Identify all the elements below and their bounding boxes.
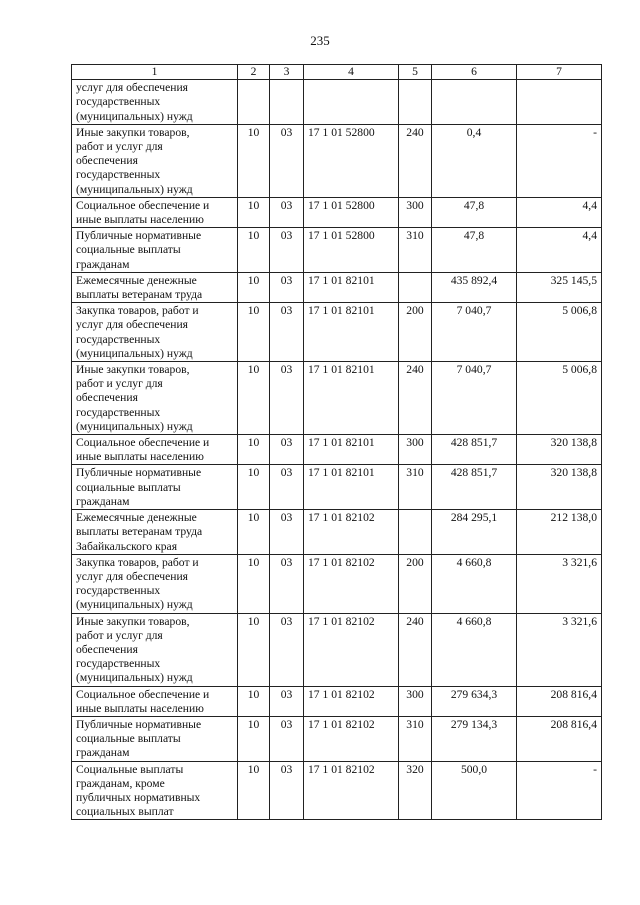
item-name-line: государственных xyxy=(76,95,161,109)
amount-cell: 428 851,7 xyxy=(432,465,517,510)
expense-type-cell: 200 xyxy=(399,303,432,362)
expense-type-cell: 200 xyxy=(399,554,432,613)
section-code-cell: 10 xyxy=(238,435,270,465)
item-name-line: иные выплаты населению xyxy=(76,701,204,715)
section-code-cell: 10 xyxy=(238,686,270,716)
item-name-line: социальные выплаты xyxy=(76,243,181,257)
column-header: 4 xyxy=(304,65,399,80)
item-name-line: социальные выплаты xyxy=(76,480,181,494)
section-code-cell: 10 xyxy=(238,362,270,435)
item-name-line: гражданам xyxy=(76,494,130,508)
amount-cell: 320 138,8 xyxy=(517,465,602,510)
column-header: 3 xyxy=(270,65,304,80)
item-name-cell xyxy=(72,554,238,613)
item-name-line: услуг для обеспечения xyxy=(76,81,188,95)
amount-cell: - xyxy=(517,761,602,820)
table-row xyxy=(72,554,602,613)
subsection-code-cell: 03 xyxy=(270,510,304,555)
amount-cell xyxy=(517,80,602,125)
amount-cell xyxy=(432,80,517,125)
amount-cell: 208 816,4 xyxy=(517,686,602,716)
item-name-line: работ и услуг для xyxy=(76,377,163,391)
expense-type-cell xyxy=(399,80,432,125)
item-name-cell xyxy=(72,465,238,510)
target-article-cell: 17 1 01 82101 xyxy=(304,362,399,435)
subsection-code-cell: 03 xyxy=(270,554,304,613)
amount-cell: 279 134,3 xyxy=(432,716,517,761)
item-name-line: Публичные нормативные xyxy=(76,717,202,731)
column-header: 6 xyxy=(432,65,517,80)
subsection-code-cell: 03 xyxy=(270,197,304,227)
item-name-line: Закупка товаров, работ и xyxy=(76,304,199,318)
table-row xyxy=(72,362,602,435)
item-name-cell xyxy=(72,197,238,227)
item-name-line: Ежемесячные денежные xyxy=(76,511,197,525)
subsection-code-cell: 03 xyxy=(270,613,304,686)
item-name-line: государственных xyxy=(76,657,161,671)
target-article-cell: 17 1 01 82101 xyxy=(304,303,399,362)
item-name-cell xyxy=(72,686,238,716)
amount-cell: 3 321,6 xyxy=(517,613,602,686)
column-header: 1 xyxy=(72,65,238,80)
amount-cell: 500,0 xyxy=(432,761,517,820)
expense-type-cell: 240 xyxy=(399,124,432,197)
item-name-line: гражданам xyxy=(76,257,130,271)
target-article-cell: 17 1 01 82101 xyxy=(304,435,399,465)
table-row xyxy=(72,228,602,273)
subsection-code-cell xyxy=(270,80,304,125)
amount-cell: 7 040,7 xyxy=(432,362,517,435)
subsection-code-cell: 03 xyxy=(270,465,304,510)
amount-cell: 4 660,8 xyxy=(432,554,517,613)
section-code-cell: 10 xyxy=(238,716,270,761)
amount-cell: 0,4 xyxy=(432,124,517,197)
expense-type-cell: 300 xyxy=(399,686,432,716)
section-code-cell: 10 xyxy=(238,272,270,302)
item-name-line: Социальное обеспечение и xyxy=(76,436,210,450)
item-name-line: государственных xyxy=(76,584,161,598)
item-name-line: услуг для обеспечения xyxy=(76,318,188,332)
section-code-cell: 10 xyxy=(238,510,270,555)
table-row xyxy=(72,124,602,197)
amount-cell: 47,8 xyxy=(432,197,517,227)
section-code-cell: 10 xyxy=(238,197,270,227)
section-code-cell: 10 xyxy=(238,228,270,273)
item-name-line: (муниципальных) нужд xyxy=(76,109,193,123)
item-name-line: государственных xyxy=(76,332,161,346)
item-name-line: Закупка товаров, работ и xyxy=(76,555,199,569)
item-name-cell xyxy=(72,435,238,465)
amount-cell: 320 138,8 xyxy=(517,435,602,465)
amount-cell: 4,4 xyxy=(517,197,602,227)
item-name-line: обеспечения xyxy=(76,642,138,656)
item-name-cell xyxy=(72,613,238,686)
amount-cell: 5 006,8 xyxy=(517,362,602,435)
expense-type-cell: 310 xyxy=(399,465,432,510)
amount-cell: 212 138,0 xyxy=(517,510,602,555)
budget-table xyxy=(71,64,602,820)
item-name-line: Иные закупки товаров, xyxy=(76,125,190,139)
item-name-line: Публичные нормативные xyxy=(76,466,202,480)
subsection-code-cell: 03 xyxy=(270,272,304,302)
item-name-line: (муниципальных) нужд xyxy=(76,346,193,360)
expense-type-cell: 310 xyxy=(399,716,432,761)
item-name-line: (муниципальных) нужд xyxy=(76,598,193,612)
expense-type-cell xyxy=(399,272,432,302)
target-article-cell: 17 1 01 82102 xyxy=(304,761,399,820)
item-name-line: социальные выплаты xyxy=(76,732,181,746)
target-article-cell: 17 1 01 82101 xyxy=(304,272,399,302)
section-code-cell xyxy=(238,80,270,125)
table-row xyxy=(72,465,602,510)
target-article-cell: 17 1 01 82102 xyxy=(304,554,399,613)
target-article-cell: 17 1 01 82102 xyxy=(304,716,399,761)
item-name-line: Социальное обеспечение и xyxy=(76,198,210,212)
target-article-cell: 17 1 01 82102 xyxy=(304,613,399,686)
subsection-code-cell: 03 xyxy=(270,228,304,273)
target-article-cell: 17 1 01 82102 xyxy=(304,686,399,716)
item-name-line: иные выплаты населению xyxy=(76,450,204,464)
item-name-cell xyxy=(72,80,238,125)
item-name-cell xyxy=(72,228,238,273)
item-name-cell xyxy=(72,272,238,302)
item-name-line: иные выплаты населению xyxy=(76,213,204,227)
subsection-code-cell: 03 xyxy=(270,716,304,761)
page-number: 235 xyxy=(310,33,330,48)
amount-cell: 284 295,1 xyxy=(432,510,517,555)
column-header: 5 xyxy=(399,65,432,80)
section-code-cell: 10 xyxy=(238,554,270,613)
item-name-line: (муниципальных) нужд xyxy=(76,182,193,196)
expense-type-cell: 300 xyxy=(399,197,432,227)
item-name-line: обеспечения xyxy=(76,391,138,405)
amount-cell: 3 321,6 xyxy=(517,554,602,613)
target-article-cell: 17 1 01 52800 xyxy=(304,197,399,227)
section-code-cell: 10 xyxy=(238,124,270,197)
table-body xyxy=(72,80,602,820)
subsection-code-cell: 03 xyxy=(270,435,304,465)
subsection-code-cell: 03 xyxy=(270,303,304,362)
amount-cell: - xyxy=(517,124,602,197)
subsection-code-cell: 03 xyxy=(270,686,304,716)
column-header: 7 xyxy=(517,65,602,80)
expense-type-cell: 310 xyxy=(399,228,432,273)
item-name-cell xyxy=(72,124,238,197)
table-row xyxy=(72,197,602,227)
section-code-cell: 10 xyxy=(238,303,270,362)
amount-cell: 325 145,5 xyxy=(517,272,602,302)
target-article-cell: 17 1 01 52800 xyxy=(304,228,399,273)
item-name-line: работ и услуг для xyxy=(76,140,163,154)
item-name-line: Публичные нормативные xyxy=(76,229,202,243)
table-row xyxy=(72,761,602,820)
table-row xyxy=(72,613,602,686)
amount-cell: 279 634,3 xyxy=(432,686,517,716)
item-name-line: гражданам xyxy=(76,746,130,760)
table-row xyxy=(72,80,602,125)
item-name-line: публичных нормативных xyxy=(76,790,201,804)
item-name-line: государственных xyxy=(76,168,161,182)
item-name-line: Социальные выплаты xyxy=(76,762,184,776)
column-header: 2 xyxy=(238,65,270,80)
expense-type-cell: 240 xyxy=(399,613,432,686)
amount-cell: 47,8 xyxy=(432,228,517,273)
amount-cell: 5 006,8 xyxy=(517,303,602,362)
expense-type-cell: 300 xyxy=(399,435,432,465)
item-name-cell xyxy=(72,716,238,761)
amount-cell: 4 660,8 xyxy=(432,613,517,686)
item-name-line: работ и услуг для xyxy=(76,628,163,642)
table-row xyxy=(72,435,602,465)
item-name-line: выплаты ветеранам труда xyxy=(76,288,203,302)
item-name-cell xyxy=(72,362,238,435)
target-article-cell: 17 1 01 82101 xyxy=(304,465,399,510)
subsection-code-cell: 03 xyxy=(270,761,304,820)
table-row xyxy=(72,510,602,555)
item-name-cell xyxy=(72,510,238,555)
item-name-line: гражданам, кроме xyxy=(76,776,165,790)
section-code-cell: 10 xyxy=(238,613,270,686)
item-name-line: выплаты ветеранам труда xyxy=(76,525,203,539)
item-name-line: (муниципальных) нужд xyxy=(76,671,193,685)
expense-type-cell: 320 xyxy=(399,761,432,820)
item-name-line: Иные закупки товаров, xyxy=(76,614,190,628)
item-name-line: обеспечения xyxy=(76,154,138,168)
table-row xyxy=(72,716,602,761)
item-name-cell xyxy=(72,303,238,362)
item-name-cell xyxy=(72,761,238,820)
item-name-line: услуг для обеспечения xyxy=(76,569,188,583)
expense-type-cell xyxy=(399,510,432,555)
item-name-line: Социальное обеспечение и xyxy=(76,687,210,701)
item-name-line: Забайкальского края xyxy=(76,539,178,553)
expense-type-cell: 240 xyxy=(399,362,432,435)
amount-cell: 4,4 xyxy=(517,228,602,273)
target-article-cell: 17 1 01 52800 xyxy=(304,124,399,197)
item-name-line: Ежемесячные денежные xyxy=(76,273,197,287)
table-row xyxy=(72,686,602,716)
item-name-line: (муниципальных) нужд xyxy=(76,419,193,433)
item-name-line: социальных выплат xyxy=(76,805,174,819)
item-name-line: государственных xyxy=(76,405,161,419)
table-row xyxy=(72,272,602,302)
amount-cell: 435 892,4 xyxy=(432,272,517,302)
amount-cell: 208 816,4 xyxy=(517,716,602,761)
subsection-code-cell: 03 xyxy=(270,124,304,197)
target-article-cell: 17 1 01 82102 xyxy=(304,510,399,555)
item-name-line: Иные закупки товаров, xyxy=(76,363,190,377)
table-header-row xyxy=(72,65,602,80)
section-code-cell: 10 xyxy=(238,761,270,820)
target-article-cell xyxy=(304,80,399,125)
subsection-code-cell: 03 xyxy=(270,362,304,435)
section-code-cell: 10 xyxy=(238,465,270,510)
amount-cell: 428 851,7 xyxy=(432,435,517,465)
amount-cell: 7 040,7 xyxy=(432,303,517,362)
table-row xyxy=(72,303,602,362)
